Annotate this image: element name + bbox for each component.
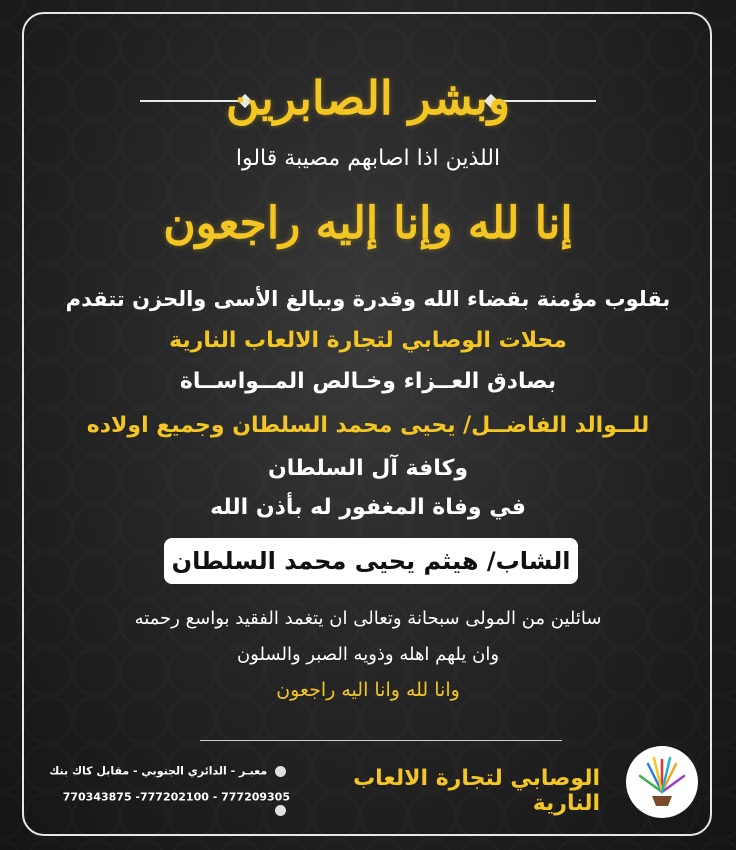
prayer-line-1: سائلين من المولى سبحانة وتعالى ان يتغمد الفقيد بواسع رحمته <box>134 608 602 629</box>
phone-icon <box>275 805 286 816</box>
intro-line: بقلوب مؤمنة بقضاء الله وقدرة وببالغ الأسى والحزن تتقدم <box>65 287 671 311</box>
phone-text: 770343875 -777202100 - 777209305 <box>62 790 290 804</box>
address-row <box>40 764 290 778</box>
sender-name: محلات الوصابي لتجارة الالعاب النارية <box>169 328 567 353</box>
verse-line: اللذين اذا اصابهم مصيبة قالوا <box>235 146 501 171</box>
prayer-line-2: وان يلهم اهله وذويه الصبر والسلون <box>236 644 500 665</box>
footer-divider <box>200 740 562 741</box>
condolence-line: بصادق العــزاء وخـالص المــواســاة <box>179 369 557 394</box>
prayer-line-3: وانا لله وانا اليه راجعون <box>276 679 460 701</box>
deceased-name: الشاب/ هيثم يحيى محمد السلطان <box>171 547 571 575</box>
fireworks-logo-icon <box>626 746 698 818</box>
family-line: وكافة آل السلطان <box>267 456 469 481</box>
phone-row <box>40 790 290 817</box>
calligraphy-title: وبشر الصابرين <box>225 71 511 125</box>
death-line: في وفاة المغفور له بأذن الله <box>210 495 526 520</box>
deceased-name-box <box>164 538 578 584</box>
calligraphy-verse: إنا لله وإنا إليه راجعون <box>163 198 573 249</box>
address-text: معبـر - الدائري الجنوبي - مقابل كاك بنك <box>49 764 268 778</box>
recipient-line: للــوالد الفاضــل/ يحيى محمد السلطان وجميع اولاده <box>86 413 650 438</box>
footer-brand: الوصابي لتجارة الالعاب النارية <box>353 766 600 816</box>
location-pin-icon <box>275 766 286 777</box>
